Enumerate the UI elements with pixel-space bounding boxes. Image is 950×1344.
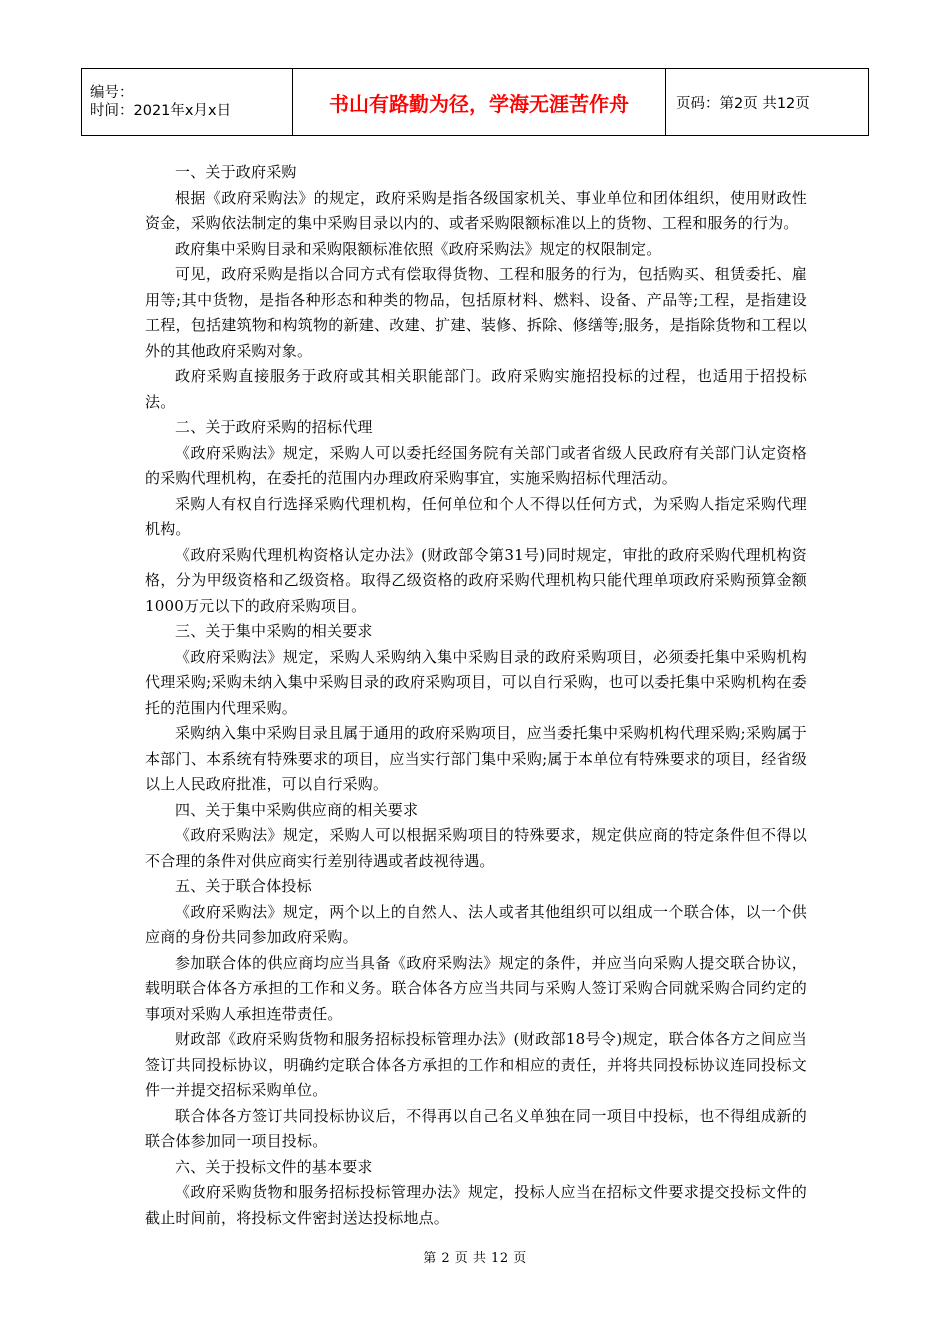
paragraph: 《政府采购法》规定，采购人可以委托经国务院有关部门或者省级人民政府有关部门认定资格的采购代理机构，在委托的范围内办理政府采购事宜，实施采购招标代理活动。: [145, 443, 807, 487]
section-heading: 四、关于集中采购供应商的相关要求: [175, 800, 419, 819]
paragraph: 采购纳入集中采购目录且属于通用的政府采购项目，应当委托集中采购机构代理采购;采购属于本部门、本系统有特殊要求的项目，应当实行部门集中采购;属于本单位有特殊要求的项目，经省级以上人民政府批准，可以自行采购。: [145, 724, 807, 793]
section-heading: 二、关于政府采购的招标代理: [175, 418, 373, 436]
paragraph: 根据《政府采购法》的规定，政府采购是指各级国家机关、事业单位和团体组织，使用财政性资金，采购依法制定的集中采购目录以内的、或者采购限额标准以上的货物、工程和服务的行为。: [145, 188, 807, 232]
paragraph: 《政府采购代理机构资格认定办法》(财政部令第31号)同时规定，审批的政府采购代理机构资格，分为甲级资格和乙级资格。取得乙级资格的政府采购代理机构只能代理单项政府采购预算金额1000万元以下的政府采购项目。: [145, 545, 807, 615]
paragraph: 政府采购直接服务于政府或其相关职能部门。政府采购实施招投标的过程，也适用于招投标法。: [145, 367, 807, 411]
paragraph: 参加联合体的供应商均应当具备《政府采购法》规定的条件，并应当向采购人提交联合协议，载明联合体各方承担的工作和义务。联合体各方应当共同与采购人签订采购合同就采购合同约定的事项对采购人承担连带责任。: [145, 953, 807, 1023]
paragraph: 政府集中采购目录和采购限额标准依照《政府采购法》规定的权限制定。: [175, 239, 662, 258]
document-body: [145, 160, 807, 1231]
header-left-cell: [82, 69, 293, 136]
paragraph: 《政府采购货物和服务招标投标管理办法》规定，投标人应当在招标文件要求提交投标文件的截止时间前，将投标文件密封送达投标地点。: [145, 1183, 807, 1227]
paragraph: 采购人有权自行选择采购代理机构，任何单位和个人不得以任何方式，为采购人指定采购代理机构。: [145, 494, 807, 538]
paragraph: 可见，政府采购是指以合同方式有偿取得货物、工程和服务的行为，包括购买、租赁委托、雇用等;其中货物，是指各种形态和种类的物品，包括原材料、燃料、设备、产品等;工程，是指建设工程，包括建筑物和构筑物的新建、改建、扩建、装修、拆除、修缮等;服务，是指除货物和工程以外的其他政府采购对象。: [145, 265, 807, 360]
paragraph: 联合体各方签订共同投标协议后，不得再以自己名义单独在同一项目中投标，也不得组成新的联合体参加同一项目投标。: [145, 1106, 807, 1150]
header-table: [81, 68, 869, 136]
section-heading: 五、关于联合体投标: [175, 877, 312, 895]
paragraph: 《政府采购法》规定，采购人可以根据采购项目的特殊要求，规定供应商的特定条件但不得以不合理的条件对供应商实行差别待遇或者歧视待遇。: [145, 826, 807, 870]
section-heading: 一、关于政府采购: [175, 163, 297, 181]
paragraph: 《政府采购法》规定，两个以上的自然人、法人或者其他组织可以组成一个联合体，以一个供应商的身份共同参加政府采购。: [145, 902, 807, 946]
motto: 书山有路勤为径，学海无涯苦作舟: [293, 69, 666, 136]
paragraph: 财政部《政府采购货物和服务招标投标管理办法》(财政部18号令)规定，联合体各方之间应当签订共同投标协议，明确约定联合体各方承担的工作和相应的责任，并将共同投标协议连同投标文件一并提交招标采购单位。: [145, 1030, 807, 1099]
section-heading: 三、关于集中采购的相关要求: [175, 622, 373, 640]
number-label: 编号：: [90, 85, 134, 101]
section-heading: 六、关于投标文件的基本要求: [175, 1157, 373, 1176]
paragraph: 《政府采购法》规定，采购人采购纳入集中采购目录的政府采购项目，必须委托集中采购机构代理采购;采购未纳入集中采购目录的政府采购项目，可以自行采购，也可以委托集中采购机构在委托的范围内代理采购。: [145, 647, 807, 717]
time-label: 时间：2021年x月x日: [90, 103, 232, 119]
page-label: 页码：第2页 共12页: [666, 69, 869, 136]
page-footer: 第 2 页 共 12 页: [423, 1251, 527, 1266]
